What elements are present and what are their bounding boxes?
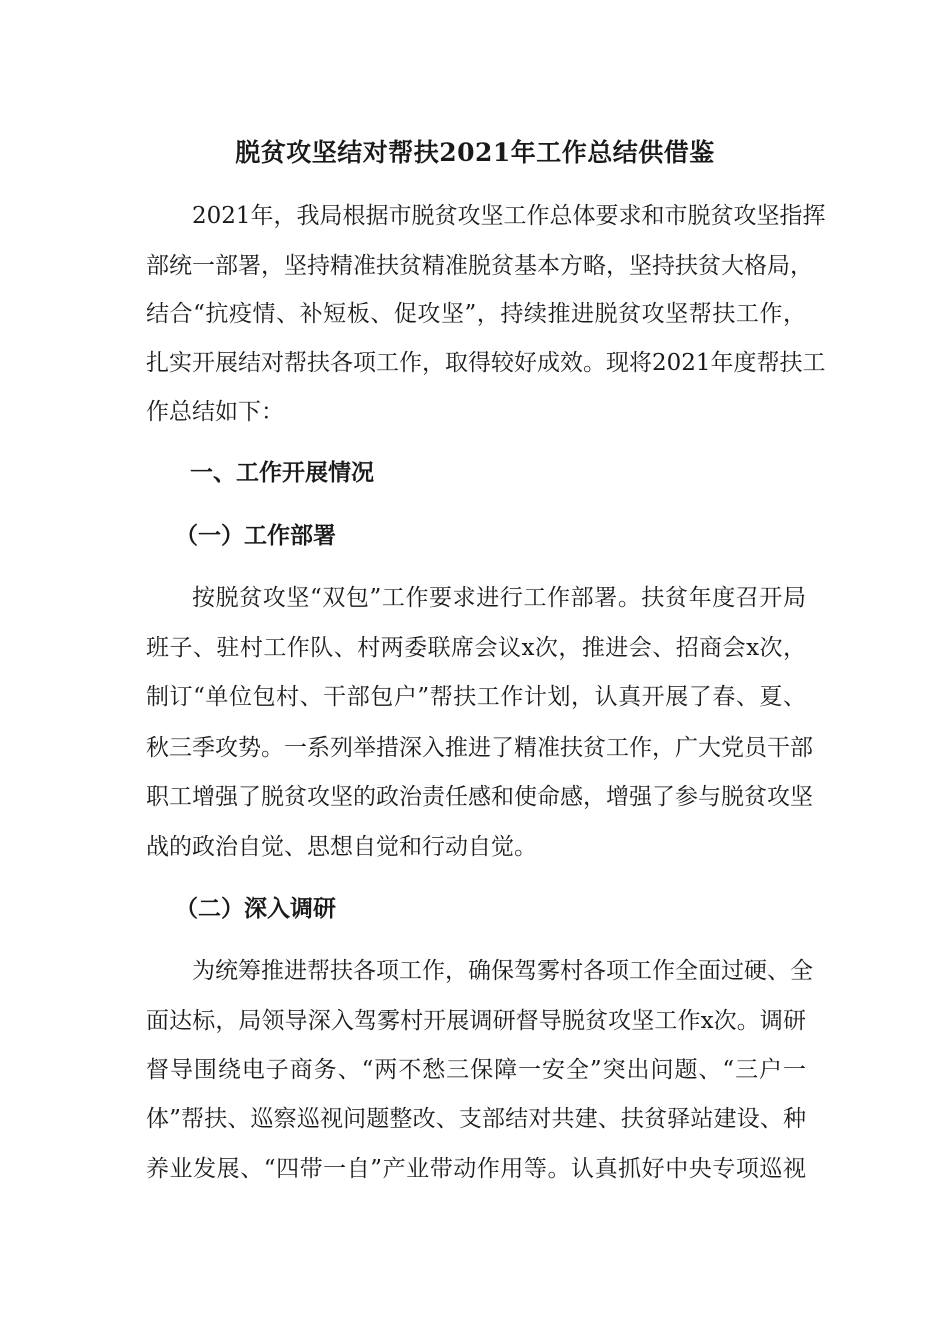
subsection2-line-4: 体”帮扶、巡察巡视问题整改、支部结对共建、扶贫驿站建设、种 [146,1106,806,1132]
intro-line-1: 2021年，我局根据市脱贫攻坚工作总体要求和市脱贫攻坚指挥 [192,203,826,229]
subsection2-line-5: 养业发展、“四带一自”产业带动作用等。认真抓好中央专项巡视 [146,1156,806,1182]
document-title: 脱贫攻坚结对帮扶2021年工作总结供借鉴 [235,138,715,167]
subsection2-line-1: 为统筹推进帮扶各项工作，确保驾雾村各项工作全面过硬、全 [192,958,813,984]
subsection2-line-2: 面达标，局领导深入驾雾村开展调研督导脱贫攻坚工作x次。调研 [146,1008,806,1034]
subsection1-line-2: 班子、驻村工作队、村两委联席会议x次，推进会、招商会x次， [146,635,806,661]
subsection1-line-1: 按脱贫攻坚“双包”工作要求进行工作部署。扶贫年度召开局 [192,585,806,611]
subsection-heading-2: （二）深入调研 [175,895,336,922]
intro-line-3: 结合“抗疫情、补短板、促攻坚”，持续推进脱贫攻坚帮扶工作， [146,301,806,327]
subsection1-line-6: 战的政治自觉、思想自觉和行动自觉。 [146,834,537,860]
intro-line-4: 扎实开展结对帮扶各项工作，取得较好成效。现将2021年度帮扶工 [146,350,826,376]
section-heading-1: 一、工作开展情况 [190,459,374,486]
subsection1-line-4: 秋三季攻势。一系列举措深入推进了精准扶贫工作，广大党员干部 [146,735,813,761]
intro-line-2: 部统一部署，坚持精准扶贫精准脱贫基本方略，坚持扶贫大格局， [146,253,813,279]
intro-line-5: 作总结如下： [146,399,284,425]
subsection1-line-5: 职工增强了脱贫攻坚的政治责任感和使命感，增强了参与脱贫攻坚 [146,784,813,810]
subsection1-line-3: 制订“单位包村、干部包户”帮扶工作计划，认真开展了春、夏、 [146,684,806,710]
subsection-heading-1: （一）工作部署 [175,522,336,549]
subsection2-line-3: 督导围绕电子商务、“两不愁三保障一安全”突出问题、“三户一 [146,1057,806,1083]
